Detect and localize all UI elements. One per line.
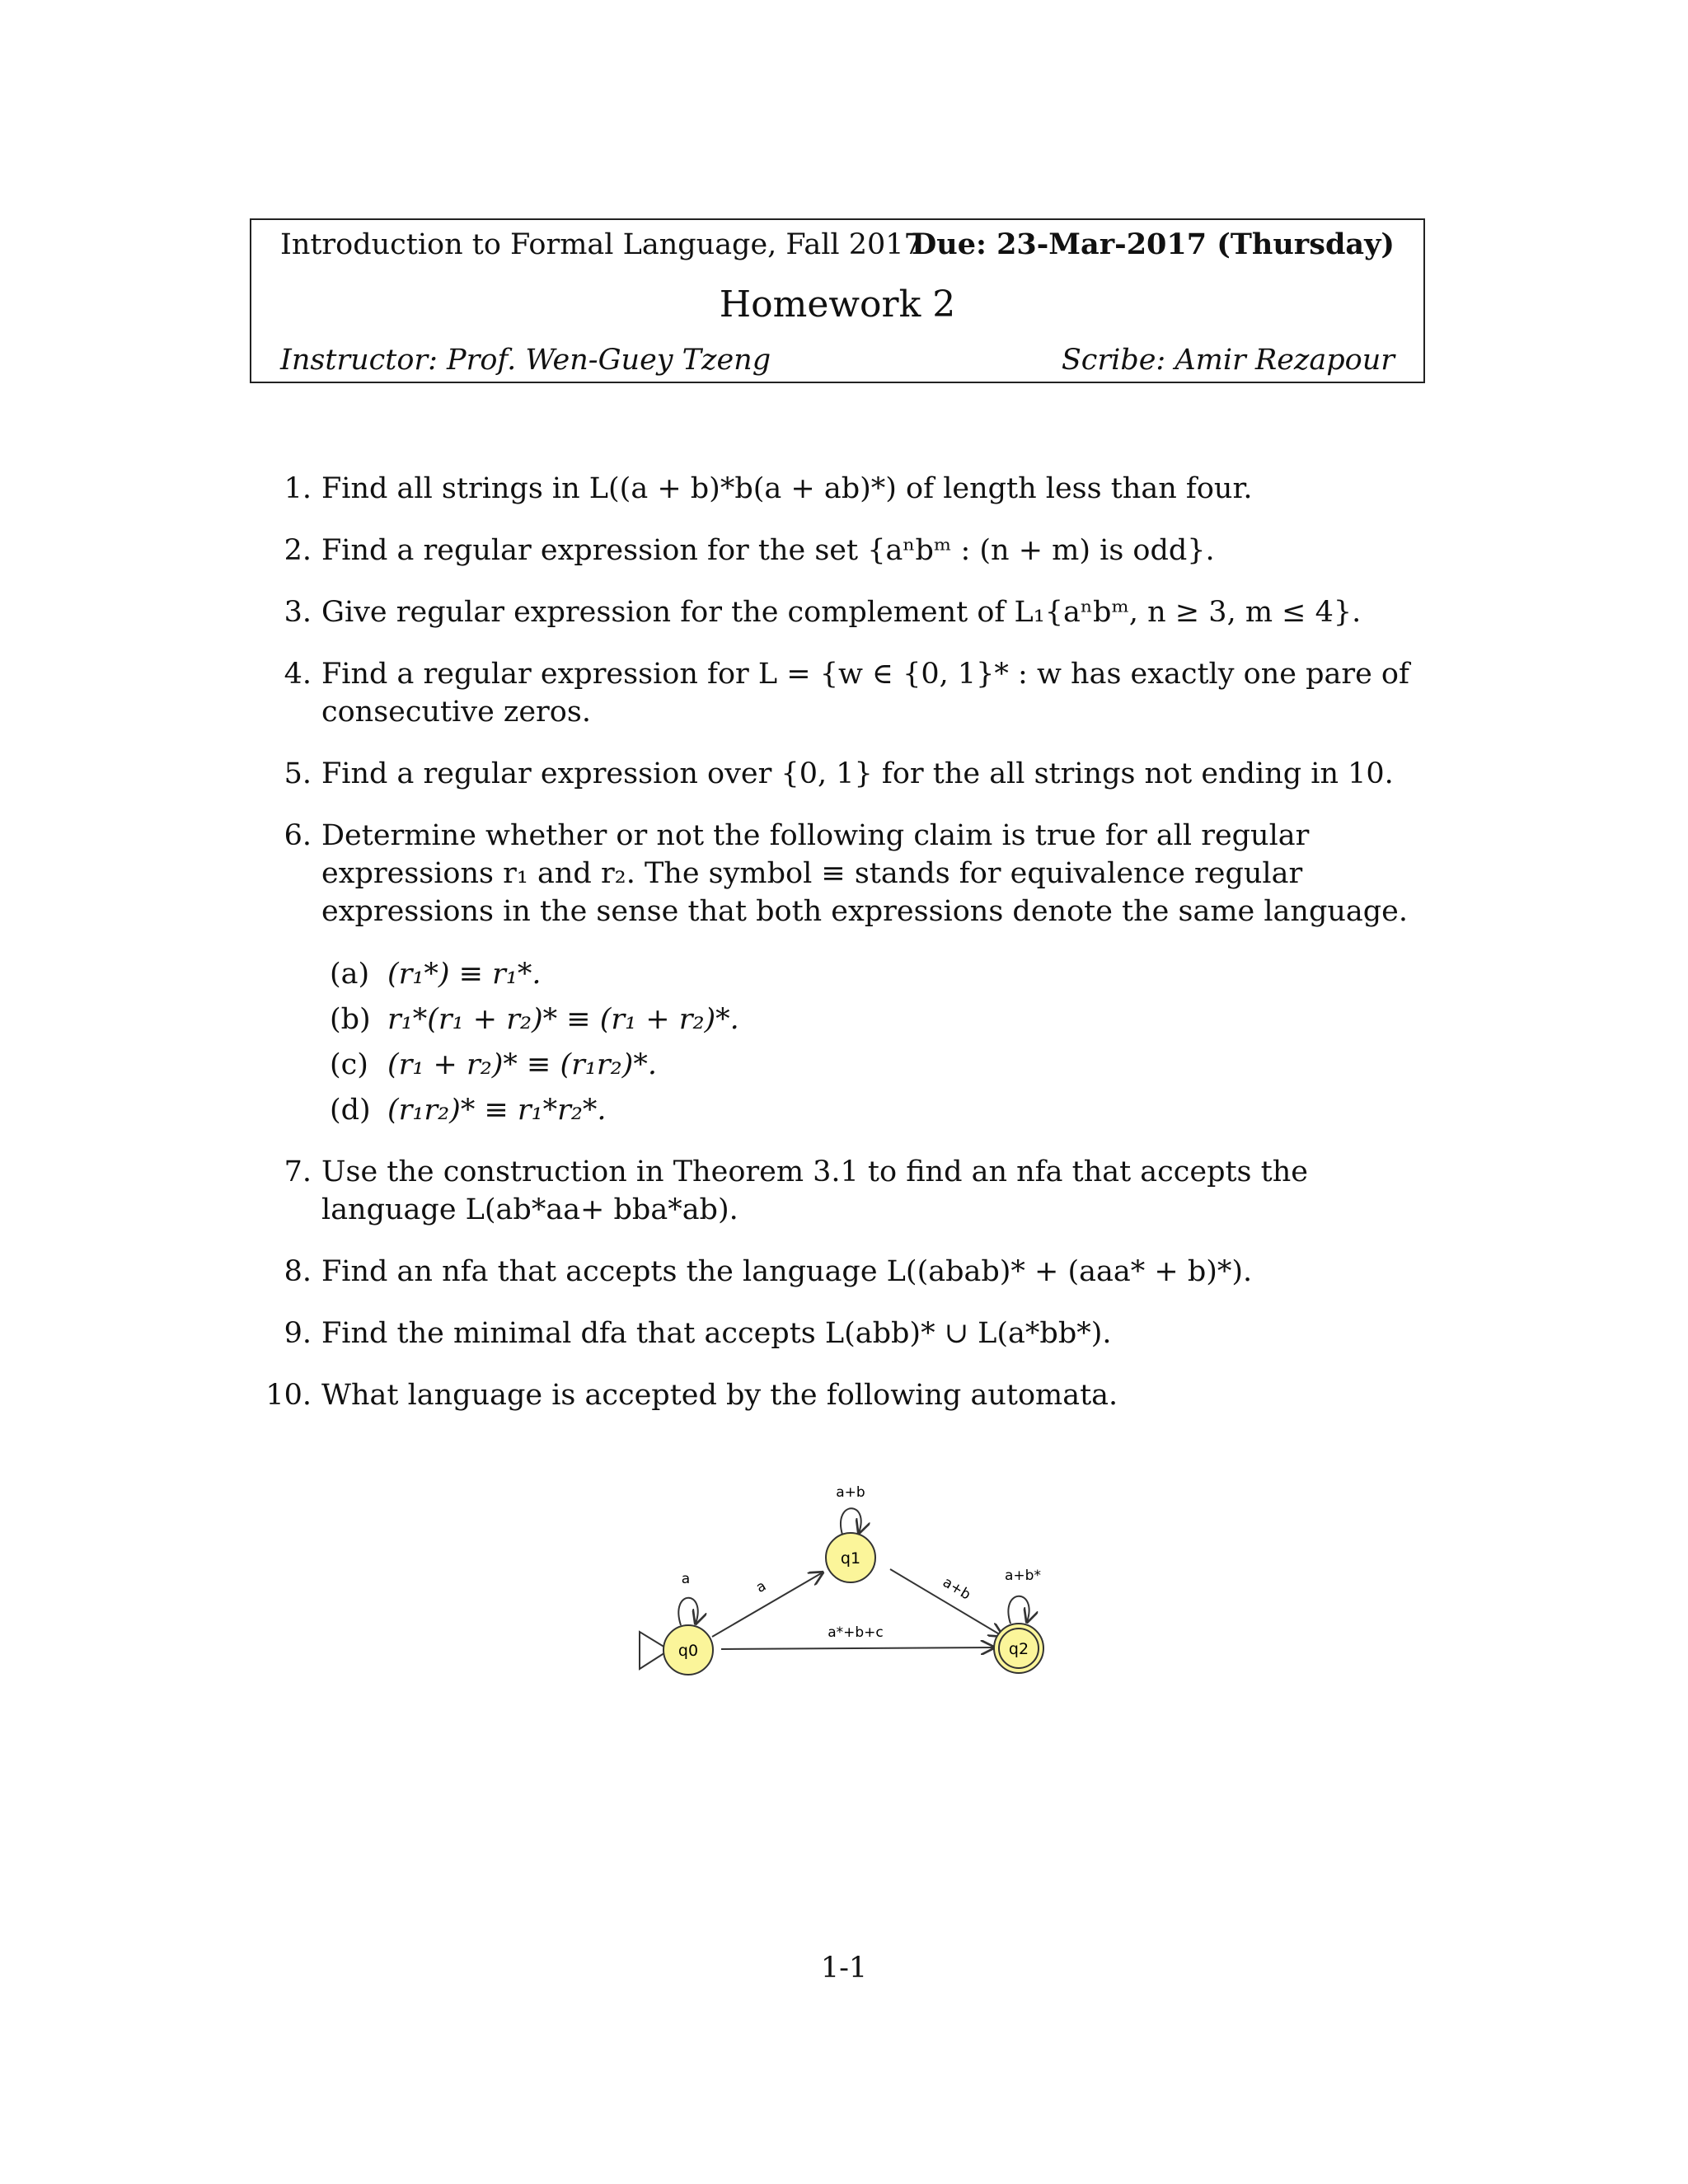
- problem-text: Use the construction in Theorem 3.1 to find an nfa that accepts the language L(ab*aa+ bba*ab).: [321, 1155, 1308, 1226]
- state-q0-label: q0: [678, 1642, 699, 1660]
- subpart-a: [321, 955, 1434, 993]
- problem-1: [264, 470, 1434, 508]
- subpart-text: (r₁*) ≡ r₁*.: [387, 958, 542, 991]
- problem-list: [264, 470, 1434, 1438]
- problem-number: 6.: [284, 819, 312, 852]
- problem-text: Find a regular expression for L = {w ∈ {0, 1}* : w has exactly one pare of consecutive zeros.: [321, 658, 1409, 729]
- problem-number: 7.: [284, 1155, 312, 1188]
- subpart-text: r₁*(r₁ + r₂)* ≡ (r₁ + r₂)*.: [387, 1003, 739, 1036]
- problem-5: [264, 755, 1434, 793]
- subpart-b: [321, 1001, 1434, 1038]
- problem-3: [264, 593, 1434, 631]
- instructor: Instructor: Prof. Wen-Guey Tzeng: [280, 344, 771, 377]
- problem-text: Find a regular expression for the set {aⁿbᵐ : (n + m) is odd}.: [321, 534, 1215, 567]
- problem-number: 2.: [284, 534, 312, 567]
- homework-title: Homework 2: [719, 284, 956, 326]
- problem-6: [264, 817, 1434, 1129]
- subpart-text: (r₁ + r₂)* ≡ (r₁r₂)*.: [387, 1048, 657, 1081]
- problem-text: Give regular expression for the complement of L₁{aⁿbᵐ, n ≥ 3, m ≤ 4}.: [321, 596, 1362, 629]
- problem-4: [264, 655, 1434, 731]
- problem-text: Find a regular expression over {0, 1} for the all strings not ending in 10.: [321, 757, 1394, 790]
- loop-q1: [841, 1508, 861, 1535]
- subpart-text: (r₁r₂)* ≡ r₁*r₂*.: [387, 1094, 607, 1127]
- course-title: Introduction to Formal Language, Fall 2017: [280, 228, 922, 261]
- problem-7: [264, 1153, 1434, 1229]
- problem-text: Determine whether or not the following claim is true for all regular expressions r₁ and r₂. The symbol ≡ stands for equivalence regular expressions in the sense that both expressions denote the same language.: [321, 819, 1409, 928]
- state-q1-label: q1: [840, 1549, 861, 1568]
- problem-number: 5.: [284, 757, 312, 790]
- automaton-diagram: [626, 1475, 1088, 1722]
- problem-9: [264, 1315, 1434, 1352]
- scribe: Scribe: Amir Rezapour: [1061, 344, 1395, 377]
- loop-q2-label: a+b*: [1005, 1568, 1041, 1584]
- problem-number: 1.: [284, 472, 312, 505]
- problem-number: 8.: [284, 1255, 312, 1288]
- header-box: [250, 218, 1425, 383]
- page-number: 1-1: [820, 1952, 868, 1985]
- edge-q0-q2: [721, 1647, 994, 1649]
- edge-q0-q2-label: a*+b+c: [828, 1624, 884, 1641]
- problem-text: Find an nfa that accepts the language L((abab)* + (aaa* + b)*).: [321, 1255, 1253, 1288]
- subpart-c: [321, 1046, 1434, 1084]
- state-q2-label: q2: [1008, 1640, 1029, 1658]
- problem-number: 10.: [265, 1379, 312, 1412]
- subpart-label: (d): [330, 1094, 371, 1127]
- loop-q2: [1008, 1596, 1029, 1624]
- edge-q0-q1: [712, 1572, 823, 1637]
- problem-number: 3.: [284, 596, 312, 629]
- loop-q1-label: a+b: [836, 1484, 865, 1501]
- subpart-d: [321, 1091, 1434, 1129]
- due-date: Due: 23-Mar-2017 (Thursday): [911, 227, 1395, 261]
- problem-2: [264, 532, 1434, 569]
- problem-number: 9.: [284, 1317, 312, 1350]
- problem-text: Find all strings in L((a + b)*b(a + ab)*) of length less than four.: [321, 472, 1253, 505]
- problem-10: [264, 1376, 1434, 1414]
- edge-q0-q1-label: a: [753, 1577, 770, 1596]
- problem-text: What language is accepted by the following automata.: [321, 1379, 1118, 1412]
- problem-8: [264, 1253, 1434, 1291]
- subpart-list: [321, 955, 1434, 1129]
- subpart-label: (c): [330, 1048, 368, 1081]
- problem-number: 4.: [284, 658, 312, 691]
- subpart-label: (b): [330, 1003, 371, 1036]
- edge-q1-q2-label: a+b: [940, 1574, 973, 1604]
- loop-q0: [678, 1598, 697, 1625]
- problem-text: Find the minimal dfa that accepts L(abb)* ∪ L(a*bb*).: [321, 1317, 1112, 1350]
- subpart-label: (a): [330, 958, 370, 991]
- loop-q0-label: a: [681, 1571, 691, 1587]
